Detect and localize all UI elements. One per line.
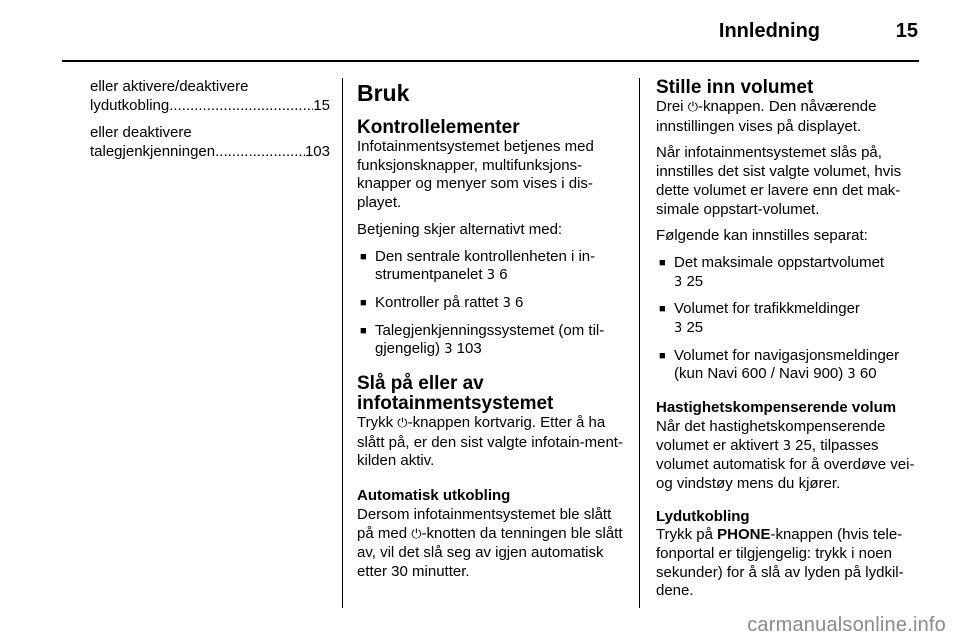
- subheading-speed-volume: Hastighetskompenserende volum: [656, 399, 897, 417]
- reference-arrow-icon: 3: [847, 367, 856, 383]
- index-entry-term: lydutkobling: [90, 96, 170, 114]
- subheading-auto-off: Automatisk utkobling: [357, 487, 511, 505]
- page-number: 15: [895, 20, 918, 42]
- power-icon: ⏻: [687, 100, 698, 115]
- page-reference: 6: [499, 266, 508, 284]
- header-rule: [62, 60, 919, 62]
- paragraph: Når infotainmentsystemet slås på, innstilles det sist valgte volumet, hvis dette volumet er lavere enn det mak-simale oppstart-volumet.: [656, 144, 902, 218]
- text-run: Trykk: [357, 414, 394, 432]
- page-reference: 60: [859, 365, 877, 383]
- index-entry-prefix: eller deaktivere: [90, 124, 192, 142]
- subheading-volume: Stille inn volumet: [656, 77, 814, 98]
- column-divider-1: [342, 78, 343, 608]
- index-entry-page: 103: [304, 143, 330, 161]
- reference-arrow-icon: 3: [486, 268, 496, 284]
- watermark: carmanualsonline.info: [747, 614, 946, 636]
- list-item: [357, 322, 629, 360]
- column-divider-2: [639, 78, 640, 608]
- list-item: [656, 347, 924, 385]
- text-run: -knotten da tenningen ble slått av, vil det slå seg av igjen automatisk etter 30 minutter.: [357, 524, 623, 580]
- text-run: -knappen kortvarig. Etter å ha slått på, er den sist valgte infotain-ment-kilden aktiv.: [357, 414, 623, 470]
- page-reference: 25: [795, 436, 812, 454]
- text-run: Drei: [656, 98, 684, 115]
- paragraph: [357, 506, 629, 582]
- list-item-text: Det maksimale oppstartvolumet: [674, 253, 885, 271]
- bullet-list: [357, 248, 629, 361]
- page-reference: 25: [686, 319, 704, 337]
- power-icon: ⏻: [411, 526, 422, 542]
- reference-arrow-icon: 3: [502, 295, 511, 311]
- index-entry-prefix: eller aktivere/deaktivere: [90, 78, 249, 95]
- index-entry: [90, 78, 330, 115]
- index-entry-page: 15: [313, 96, 330, 114]
- paragraph: Betjening skjer alternativt med:: [357, 220, 563, 238]
- paragraph: [656, 526, 924, 601]
- paragraph: [656, 98, 924, 136]
- list-item: [357, 248, 629, 286]
- index-entry-term: talegjenkjenningen: [90, 143, 216, 161]
- list-item: [656, 254, 924, 292]
- power-icon: ⏻: [397, 416, 408, 432]
- bullet-list: [656, 254, 924, 385]
- index-leader-dots: [169, 97, 313, 116]
- list-item: [656, 300, 924, 338]
- section-heading: Bruk: [357, 80, 410, 106]
- text-run: , tilpasses volumet automatisk for å overdøve vei- og vindstøy mens du kjører.: [656, 436, 915, 492]
- reference-arrow-icon: 3: [674, 274, 683, 290]
- reference-arrow-icon: 3: [782, 438, 791, 454]
- subheading-mute: Lydutkobling: [656, 507, 750, 525]
- index-entry: [90, 124, 330, 161]
- paragraph: Følgende kan innstilles separat:: [656, 227, 868, 245]
- paragraph: Infotainmentsystemet betjenes med funksjonsknapper, multifunksjons-knapper og menyer som vises i dis-playet.: [357, 138, 594, 212]
- page-reference: 25: [686, 272, 704, 290]
- page-reference: 6: [515, 293, 524, 311]
- reference-arrow-icon: 3: [674, 321, 683, 337]
- phone-key-label: PHONE: [717, 526, 771, 544]
- list-item-text: Talegjenkjenningssystemet (om til-gjengelig): [375, 321, 605, 358]
- text-run: Trykk på: [656, 526, 713, 544]
- subheading-power: Slå på eller av infotainmentsystemet: [357, 373, 554, 415]
- text-run: Dersom infotainmentsystemet ble slått på med: [357, 505, 612, 542]
- index-column: [90, 78, 330, 171]
- paragraph: [656, 418, 924, 494]
- list-item-text: Volumet for trafikkmeldinger: [674, 300, 860, 318]
- list-item-text: Den sentrale kontrollenheten i in-strumentpanelet: [375, 247, 596, 284]
- list-item-text: Volumet for navigasjonsmeldinger (kun Navi 600 / Navi 900): [674, 346, 900, 383]
- page-reference: 103: [456, 340, 482, 358]
- text-run: Når det hastighetskompenserende volumet er aktivert: [656, 417, 886, 454]
- content-column-2: [357, 78, 629, 590]
- header-title: Innledning: [718, 20, 820, 42]
- paragraph: [357, 414, 629, 471]
- list-item-text: Kontroller på rattet: [375, 293, 499, 311]
- text-run: -knappen (hvis tele-fonportal er tilgjengelig: trykk i noen sekunder) for å slå av lyden på lydkil-dene.: [656, 526, 904, 600]
- reference-arrow-icon: 3: [444, 342, 453, 358]
- subheading-controls: Kontrollelementer: [357, 117, 520, 138]
- text-run: -knappen. Den nåværende innstillingen vises på displayet.: [656, 98, 877, 135]
- content-column-3: [656, 78, 924, 609]
- list-item: [357, 294, 629, 314]
- index-leader-dots: [215, 143, 305, 162]
